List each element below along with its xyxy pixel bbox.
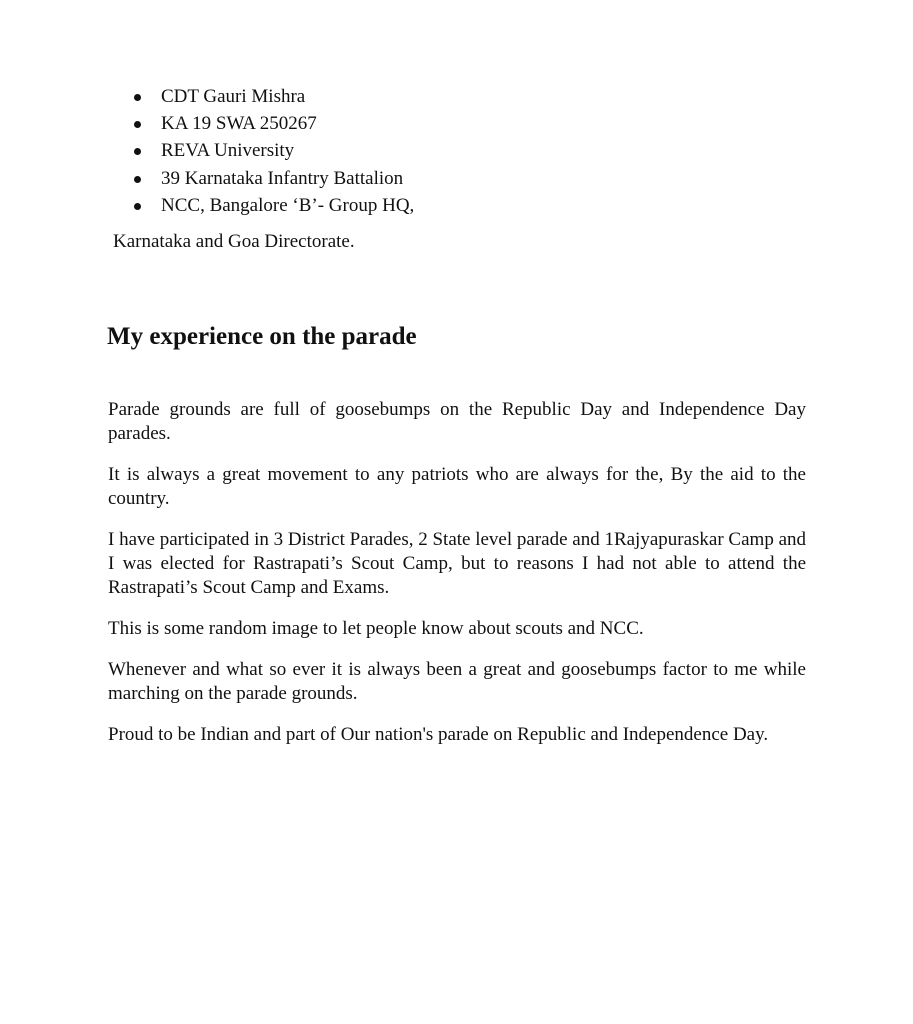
paragraph: I have participated in 3 District Parades, 2 State level parade and 1Rajyapuraskar Camp and I was elected for Rastrapati’s Scout Camp, but to reasons I had not able to attend the Rastrapati’s Scout Camp and Exams. (108, 529, 806, 598)
article-body (108, 398, 806, 764)
paragraph: Whenever and what so ever it is always been a great and goosebumps factor to me while marching on the parade grounds. (108, 659, 806, 704)
directorate-line: Karnataka and Goa Directorate. (113, 231, 355, 252)
paragraph: This is some random image to let people know about scouts and NCC. (108, 618, 644, 639)
article-heading: My experience on the parade (107, 323, 417, 350)
bullet-cadet-number: KA 19 SWA 250267 (132, 110, 414, 137)
bullet-cadet-name: CDT Gauri Mishra (132, 83, 414, 110)
paragraph: Parade grounds are full of goosebumps on the Republic Day and Independence Day parades. (108, 399, 806, 444)
bullet-group-hq: NCC, Bangalore ‘B’- Group HQ, (132, 192, 414, 219)
bullet-battalion: 39 Karnataka Infantry Battalion (132, 165, 414, 192)
bullet-university: REVA University (132, 137, 414, 164)
cadet-details-list (132, 83, 414, 219)
paragraph: Proud to be Indian and part of Our nation's parade on Republic and Independence Day. (108, 724, 769, 745)
paragraph: It is always a great movement to any patriots who are always for the, By the aid to the country. (108, 464, 806, 509)
